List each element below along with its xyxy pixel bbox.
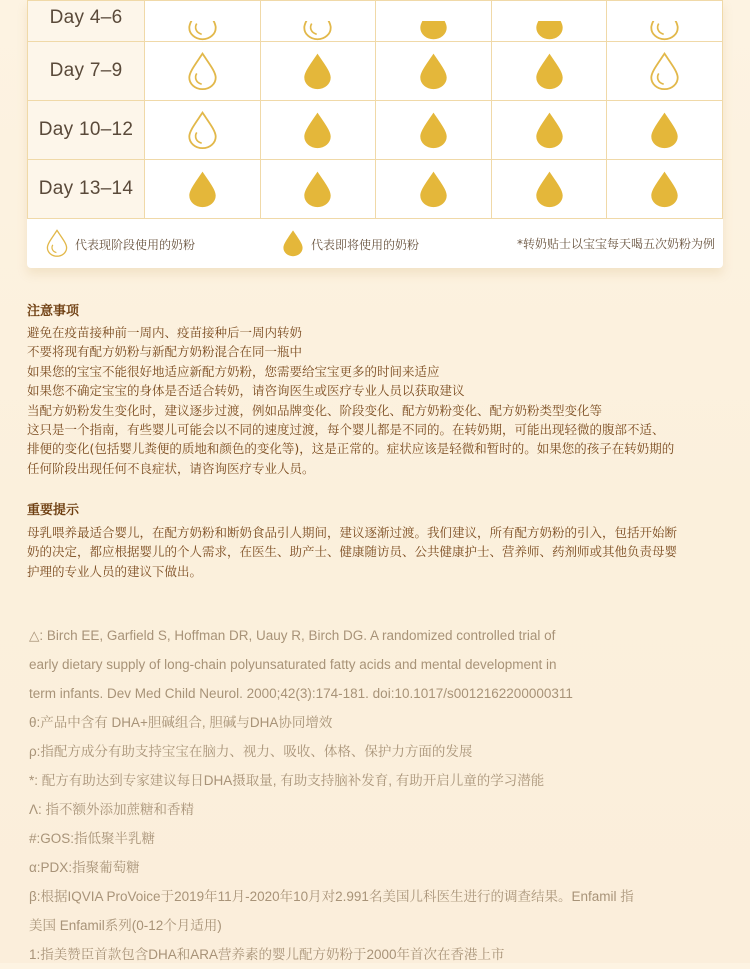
drop-cell xyxy=(260,1,376,42)
notes-line: 任何阶段出现任何不良症状，请咨询医疗专业人员。 xyxy=(27,460,315,476)
schedule-row xyxy=(28,101,723,160)
drop-cell xyxy=(260,101,376,160)
notes-line: 避免在疫苗接种前一周内、疫苗接种后一周内转奶 xyxy=(27,325,303,340)
filled-drop-icon xyxy=(492,51,607,91)
day-label: Day 10–12 xyxy=(28,101,145,160)
filled-drop-icon xyxy=(261,110,376,150)
reference-line: △: Birch EE, Garfield S, Hoffman DR, Uauy R, Birch DG. A randomized controlled trial of xyxy=(29,628,556,643)
drop-cell xyxy=(376,1,492,42)
important-title: 重要提示 xyxy=(27,503,80,518)
transition-table xyxy=(27,0,723,219)
important-line: 母乳喂养最适合婴儿，在配方奶粉和断奶食品引人期间，建议逐渐过渡。我们建议，所有配方奶粉的引入，包括开始断 xyxy=(27,525,678,540)
reference-line: Λ: 指不额外添加蔗糖和香精 xyxy=(29,802,195,817)
reference-line: α:PDX:指聚葡萄糖 xyxy=(29,860,140,875)
legend-next xyxy=(281,228,419,261)
reference-line: *: 配方有助达到专家建议每日DHA摄取量, 有助支持脑补发育, 有助开启儿童的学习潜能 xyxy=(29,773,545,788)
reference-line: early dietary supply of long-chain polyunsaturated fatty acids and mental development in xyxy=(29,657,557,672)
outline-drop-icon xyxy=(145,110,260,150)
filled-drop-icon xyxy=(376,169,491,209)
important-line: 奶的决定，都应根据婴儿的个人需求，在医生、助产士、健康随访员、公共健康护士、营养师、药剂师或其他负责母婴 xyxy=(27,544,678,560)
legend-note: *转奶贴士以宝宝每天喝五次奶粉为例 xyxy=(516,237,715,251)
reference-line: #:GOS:指低聚半乳糖 xyxy=(29,831,156,846)
outline-drop-icon xyxy=(145,51,260,91)
filled-drop-icon xyxy=(607,110,722,150)
notes-line: 不要将现有配方奶粉与新配方奶粉混合在同一瓶中 xyxy=(27,344,303,360)
notes-title: 注意事项 xyxy=(27,304,80,319)
day-label: Day 13–14 xyxy=(28,160,145,219)
filled-drop-icon xyxy=(376,21,491,41)
drop-cell xyxy=(607,101,723,160)
legend-current-label: 代表现阶段使用的奶粉 xyxy=(75,238,196,252)
drop-cell xyxy=(491,1,607,42)
important-body xyxy=(27,523,717,581)
notes-line: 如果您不确定宝宝的身体是否适合转奶，请咨询医生或医疗专业人员以获取建议 xyxy=(27,383,465,399)
reference-line: ρ:指配方成分有助支持宝宝在脑力、视力、吸收、体格、保护力方面的发展 xyxy=(29,744,473,759)
drop-cell xyxy=(376,42,492,101)
filled-drop-icon xyxy=(261,169,376,209)
drop-cell xyxy=(607,42,723,101)
notes-line: 当配方奶粉发生变化时，建议逐步过渡，例如品牌变化、阶段变化、配方奶粉变化、配方奶粉类型变化等 xyxy=(27,402,603,418)
outline-drop-icon xyxy=(45,228,69,261)
drop-cell xyxy=(491,101,607,160)
drop-cell xyxy=(145,1,261,42)
drop-cell xyxy=(491,42,607,101)
filled-drop-icon xyxy=(492,21,607,41)
legend xyxy=(27,210,723,268)
reference-line: 1:指美赞臣首款包含DHA和ARA营养素的婴儿配方奶粉于2000年首次在香港上市 xyxy=(29,947,505,962)
drop-cell xyxy=(145,101,261,160)
drop-cell xyxy=(145,42,261,101)
filled-drop-icon xyxy=(145,169,260,209)
legend-next-label: 代表即将使用的奶粉 xyxy=(311,238,420,252)
reference-line: β:根据IQVIA ProVoice于2019年11月-2020年10月对2.991名美国儿科医生进行的调查结果。Enfamil 指 xyxy=(29,889,634,904)
reference-line: term infants. Dev Med Child Neurol. 2000;42(3):174-181. doi:10.1017/s0012162200000311 xyxy=(29,686,573,701)
drop-cell xyxy=(260,42,376,101)
drop-cell xyxy=(376,101,492,160)
drop-cell xyxy=(607,1,723,42)
outline-drop-icon xyxy=(607,21,722,41)
reference-line: θ:产品中含有 DHA+胆碱组合, 胆碱与DHA协同增效 xyxy=(29,715,333,730)
references xyxy=(29,621,729,969)
day-label: Day 7–9 xyxy=(28,42,145,101)
day-label: Day 4–6 xyxy=(28,1,145,42)
reference-line: 美国 Enfamil系列(0-12个月适用) xyxy=(29,918,222,933)
filled-drop-icon xyxy=(281,228,305,261)
outline-drop-icon xyxy=(607,51,722,91)
filled-drop-icon xyxy=(376,51,491,91)
schedule-row xyxy=(28,42,723,101)
important-line: 护理的专业人员的建议下做出。 xyxy=(27,563,203,579)
notes-line: 如果您的宝宝不能很好地适应新配方奶粉，您需要给宝宝更多的时间来适应 xyxy=(27,363,440,379)
notes-line: 排便的变化(包括婴儿粪便的质地和颜色的变化等)，这是正常的。症状应该是轻微和暂时的。如果您的孩子在转奶期的 xyxy=(27,441,675,457)
filled-drop-icon xyxy=(261,51,376,91)
outline-drop-icon xyxy=(261,21,376,41)
notes-line: 这只是一个指南，有些婴儿可能会以不同的速度过渡，每个婴儿都是不同的。在转奶期，可能出现轻微的腹部不适、 xyxy=(27,422,665,438)
schedule-row xyxy=(28,1,723,42)
filled-drop-icon xyxy=(607,169,722,209)
filled-drop-icon xyxy=(376,110,491,150)
schedule-card xyxy=(27,0,723,268)
filled-drop-icon xyxy=(492,169,607,209)
notes-body xyxy=(27,323,717,478)
outline-drop-icon xyxy=(145,21,260,41)
filled-drop-icon xyxy=(492,110,607,150)
legend-current xyxy=(45,228,195,261)
